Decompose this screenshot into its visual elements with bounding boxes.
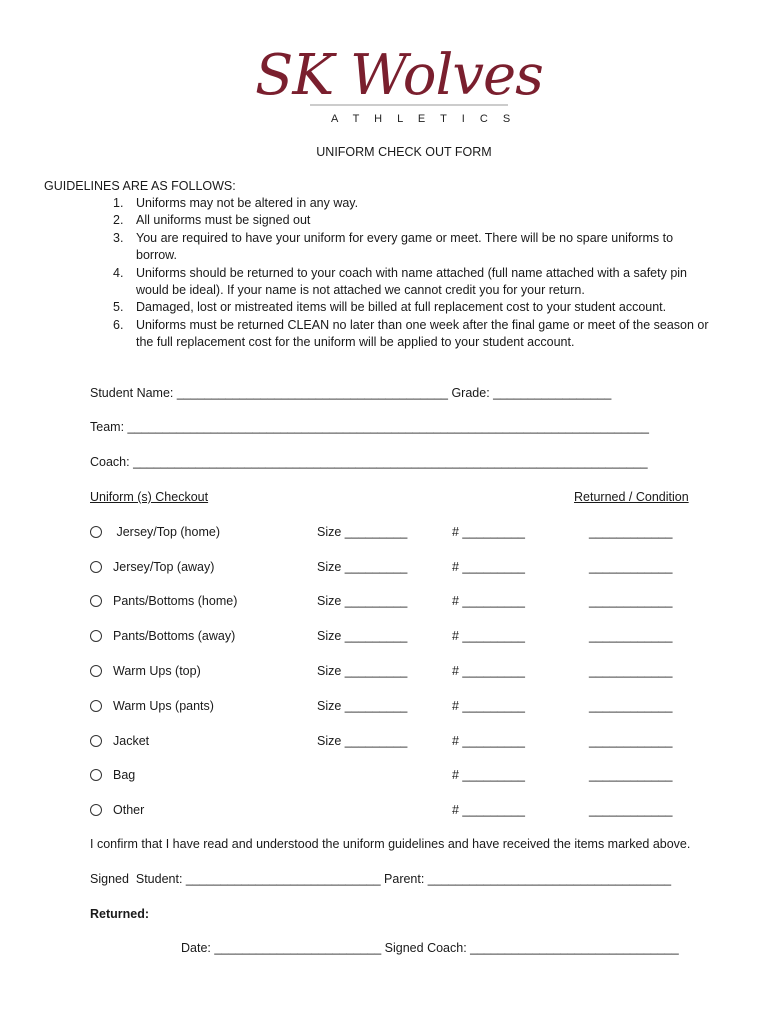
date-coach-signature-field[interactable]: Date: ________________________ Signed Coach: ______________________________ (181, 941, 679, 955)
guideline-item (113, 265, 713, 300)
number-field[interactable]: # _________ (452, 734, 525, 748)
guideline-number: 1. (113, 196, 124, 210)
coach-field[interactable]: Coach: __________________________________________________________________________ (90, 455, 648, 469)
item-checkbox[interactable] (90, 526, 102, 538)
returned-condition-field[interactable]: ____________ (589, 664, 673, 678)
checkout-heading: Uniform (s) Checkout (90, 490, 209, 504)
guideline-number: 3. (113, 230, 124, 245)
item-checkbox[interactable] (90, 769, 102, 781)
guideline-item (113, 299, 713, 316)
guideline-item (113, 212, 713, 229)
item-checkbox[interactable] (90, 561, 102, 573)
item-label: Jersey/Top (home) (113, 525, 220, 539)
item-checkbox[interactable] (90, 630, 102, 642)
guideline-item (113, 230, 713, 265)
returned-condition-field[interactable]: ____________ (589, 734, 673, 748)
guideline-text: Uniforms should be returned to your coach with name attached (full name attached with a safety pin would be ideal). If your name is not attached we cannot credit you for your return. (136, 265, 687, 298)
uniform-item-row (90, 664, 710, 682)
size-field[interactable]: Size _________ (317, 594, 408, 608)
size-field[interactable]: Size _________ (317, 664, 408, 678)
confirmation-statement: I confirm that I have read and understood the uniform guidelines and have received the items marked above. (90, 837, 691, 851)
item-label: Warm Ups (pants) (113, 699, 214, 713)
item-checkbox[interactable] (90, 804, 102, 816)
item-label: Other (113, 803, 145, 817)
number-field[interactable]: # _________ (452, 525, 525, 539)
uniform-item-row (90, 734, 710, 752)
guideline-number: 4. (113, 265, 124, 280)
item-label: Pants/Bottoms (home) (113, 594, 238, 608)
uniform-item-row (90, 768, 710, 786)
size-field[interactable]: Size _________ (317, 560, 408, 574)
uniform-item-row (90, 699, 710, 717)
number-field[interactable]: # _________ (452, 560, 525, 574)
size-field[interactable]: Size _________ (317, 699, 408, 713)
guidelines-list (113, 195, 713, 352)
form-title: UNIFORM CHECK OUT FORM (316, 145, 492, 159)
guideline-number: 5. (113, 300, 124, 315)
size-field[interactable]: Size _________ (317, 734, 408, 748)
item-checkbox[interactable] (90, 700, 102, 712)
item-checkbox[interactable] (90, 665, 102, 677)
item-label: Bag (113, 768, 136, 782)
number-field[interactable]: # _________ (452, 594, 525, 608)
returned-condition-heading: Returned / Condition (574, 490, 689, 504)
guideline-text: You are required to have your uniform for every game or meet. There will be no spare uniforms to borrow. (136, 230, 674, 263)
number-field[interactable]: # _________ (452, 664, 525, 678)
guideline-item (113, 195, 713, 212)
logo (255, 38, 555, 128)
item-checkbox[interactable] (90, 595, 102, 607)
item-label: Jersey/Top (away) (113, 560, 215, 574)
item-label: Pants/Bottoms (away) (113, 629, 236, 643)
uniform-item-row (90, 525, 710, 543)
item-label: Warm Ups (top) (113, 664, 201, 678)
guidelines-heading: GUIDELINES ARE AS FOLLOWS: (44, 179, 236, 193)
number-field[interactable]: # _________ (452, 699, 525, 713)
team-field[interactable]: Team: ___________________________________________________________________________ (90, 420, 649, 434)
guideline-item (113, 317, 713, 352)
guideline-number: 2. (113, 213, 124, 228)
number-field[interactable]: # _________ (452, 629, 525, 643)
returned-condition-field[interactable]: ____________ (589, 594, 673, 608)
item-label: Jacket (113, 734, 150, 748)
guideline-text: All uniforms must be signed out (136, 213, 311, 228)
returned-condition-field[interactable]: ____________ (589, 525, 673, 539)
uniform-item-row (90, 803, 710, 821)
logo-subtitle: A T H L E T I C S (331, 113, 517, 125)
guideline-text: Damaged, lost or mistreated items will be billed at full replacement cost to your student account. (136, 300, 667, 315)
returned-condition-field[interactable]: ____________ (589, 699, 673, 713)
size-field[interactable]: Size _________ (317, 525, 408, 539)
number-field[interactable]: # _________ (452, 768, 525, 782)
uniform-item-row (90, 560, 710, 578)
size-field[interactable]: Size _________ (317, 629, 408, 643)
returned-condition-field[interactable]: ____________ (589, 768, 673, 782)
guideline-number: 6. (113, 317, 124, 332)
returned-condition-field[interactable]: ____________ (589, 803, 673, 817)
uniform-item-row (90, 629, 710, 647)
guideline-text: Uniforms must be returned CLEAN no later than one week after the final game or meet of the season or the full replacement cost for the uniform will be applied to your student account. (136, 317, 709, 350)
guideline-text: Uniforms may not be altered in any way. (136, 196, 359, 210)
number-field[interactable]: # _________ (452, 803, 525, 817)
student-name-grade-field[interactable]: Student Name: _______________________________________ Grade: _________________ (90, 386, 612, 400)
item-checkbox[interactable] (90, 735, 102, 747)
uniform-item-row (90, 594, 710, 612)
returned-condition-field[interactable]: ____________ (589, 629, 673, 643)
signature-student-parent-field[interactable]: Signed Student: ____________________________ Parent: ___________________________________ (90, 872, 672, 886)
returned-label: Returned: (90, 907, 150, 921)
returned-condition-field[interactable]: ____________ (589, 560, 673, 574)
logo-title: SK Wolves (255, 43, 543, 108)
